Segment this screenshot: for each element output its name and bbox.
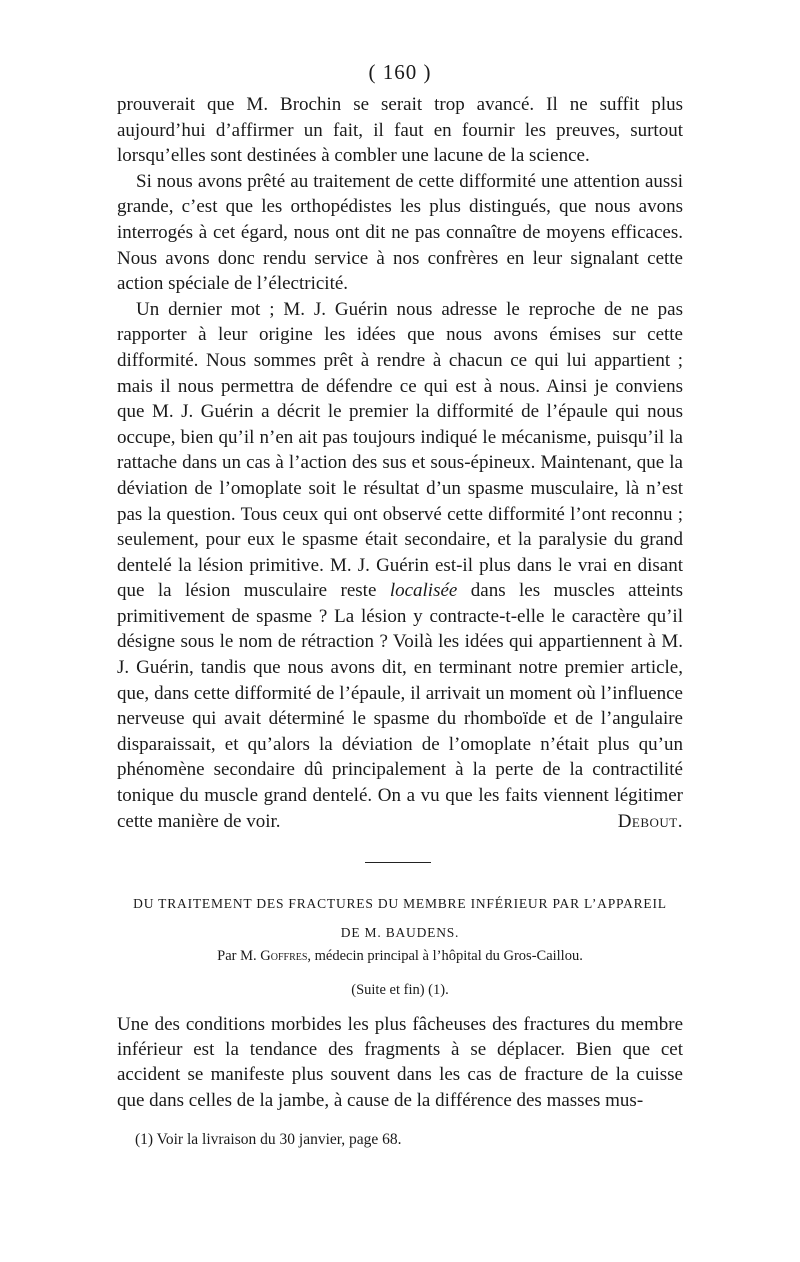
paragraph-1: prouverait que M. Brochin se serait trop avancé. Il ne suffit plus aujourd’hui d’affirmer un fait, il faut en fournir les preuves, surtout lorsqu’elles sont destinées à combler une lacune de la science. <box>117 94 683 167</box>
author-signature: Debout. <box>617 810 683 832</box>
article-opening-paragraph: Une des conditions morbides les plus fâcheuses des fractures du membre inférieur est la tendance des fragments à se déplacer. Bien que cet accident se manifeste plus souvent dans les cas de fracture de la cuisse que dans celles de la jambe, à cause de la différence des masses mus- <box>117 1014 683 1111</box>
byline-suffix: médecin principal à l’hôpital du Gros-Caillou. <box>314 948 583 964</box>
emphasized-word: localisée <box>389 580 458 602</box>
page-number: ( 160 ) <box>368 60 432 84</box>
article-title-line-2: DE M. BAUDENS. <box>340 925 460 940</box>
paragraph-3-tail: dans les muscles atteints primitivement de spasme ? La lésion y contracte-t-elle le caractère qu’il désigne sous le nom de rétraction ? Voilà les idées qui appartiennent à M. J. Guérin, tandis que nous avons dit, en terminant notre premier article, que, dans cette difformité de l’épaule, il arrivait un moment où l’influence nerveuse qui avait déterminé le spasme du rhomboïde et de l’angulaire disparaissait, et qu’alors la déviation de l’omoplate n’était plus qu’un phénomène secondaire dû principalement à la perte de la contractilité tonique du muscle grand dentelé. On a vu que les faits viennent légitimer cette manière de voir. <box>117 580 684 832</box>
paragraph-3 <box>117 297 683 834</box>
footnote: (1) Voir la livraison du 30 janvier, page 68. <box>135 1131 402 1148</box>
article-body <box>117 1012 683 1113</box>
paragraph-2: Si nous avons prêté au traitement de cette difformité une attention aussi grande, c’est que les orthopédistes les plus distingués, que nous avons interrogés à cet égard, nous ont dit ne pas connaître de moyens efficaces. Nous avons donc rendu service à nos confrères en leur signalant cette action spéciale de l’électricité. <box>117 170 683 295</box>
article-byline <box>117 948 683 965</box>
continuation-note: (Suite et fin) (1). <box>351 982 449 998</box>
byline-author: Goffres, <box>260 948 312 964</box>
article-continuation-text <box>117 92 683 834</box>
byline-prefix: Par M. <box>217 948 257 964</box>
article-title-line-1: DU TRAITEMENT DES FRACTURES DU MEMBRE INFÉRIEUR PAR L’APPAREIL <box>133 896 667 911</box>
article-title <box>117 889 683 947</box>
paragraph-3-text: Un dernier mot ; M. J. Guérin nous adresse le reproche de ne pas rapporter à leur origine les idées que nous avons émises sur cette difformité. Nous sommes prêt à rendre à chacun ce qui lui appartient ; mais il nous permettra de défendre ce qui est à nous. Ainsi je conviens que M. J. Guérin a décrit le premier la difformité de l’épaule qui nous occupe, bien qu’il n’en ait pas toujours indiqué le mécanisme, puisqu’il la rattache dans un cas à l’action des sus et sous-épineux. Maintenant, que la déviation de l’omoplate soit le résultat d’un spasme musculaire, là n’est pas la question. Tous ceux qui ont observé cette difformité l’ont reconnu ; seulement, pour eux le spasme était secondaire, et la paralysie du grand dentelé la lésion primitive. M. J. Guérin est-il plus dans le vrai en disant que la lésion musculaire reste <box>117 298 683 602</box>
section-divider <box>365 862 431 863</box>
